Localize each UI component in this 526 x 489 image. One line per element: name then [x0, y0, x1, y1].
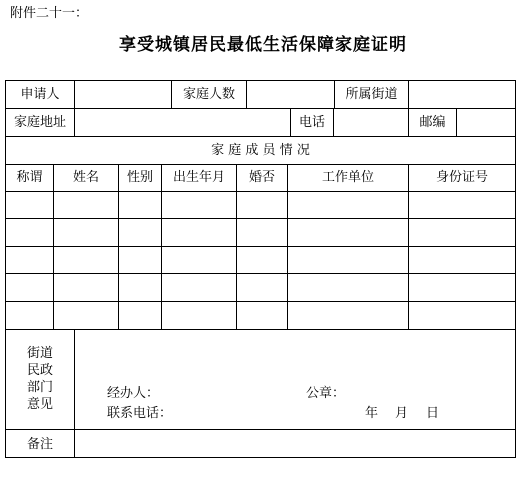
seal-label: 公章：	[306, 386, 346, 401]
address-label: 家庭地址	[13, 115, 66, 130]
column-header-marital-status: 婚否	[248, 170, 275, 185]
month-label: 月	[395, 406, 409, 421]
year-label: 年	[365, 406, 379, 421]
day-label: 日	[426, 406, 440, 421]
approval-label-line: 意见	[26, 397, 53, 412]
family-members-section-title: 家 庭 成 员 情 况	[211, 143, 310, 158]
column-header-gender: 性别	[126, 170, 153, 185]
column-header-relation: 称谓	[16, 170, 43, 185]
approval-label-line: 部门	[26, 380, 53, 395]
applicant-label: 申请人	[20, 87, 60, 102]
phone-label: 电话	[298, 115, 325, 130]
attachment-label: 附件二十一：	[10, 6, 89, 21]
column-header-birth-date: 出生年月	[172, 170, 225, 185]
contact-phone-label: 联系电话：	[107, 406, 173, 421]
certificate-form	[5, 80, 516, 458]
handler-label: 经办人：	[107, 386, 160, 401]
column-header-employer: 工作单位	[321, 170, 374, 185]
column-header-name: 姓名	[72, 170, 99, 185]
approval-label-line: 街道	[26, 346, 53, 361]
form-title: 享受城镇居民最低生活保障家庭证明	[119, 35, 407, 55]
postcode-label: 邮编	[419, 115, 446, 130]
approval-label	[6, 345, 74, 413]
street-label: 所属街道	[345, 87, 398, 102]
approval-label-line: 民政	[26, 363, 53, 378]
column-header-id-number: 身份证号	[435, 170, 488, 185]
remarks-label: 备注	[26, 437, 53, 452]
household-count-label: 家庭人数	[182, 87, 235, 102]
